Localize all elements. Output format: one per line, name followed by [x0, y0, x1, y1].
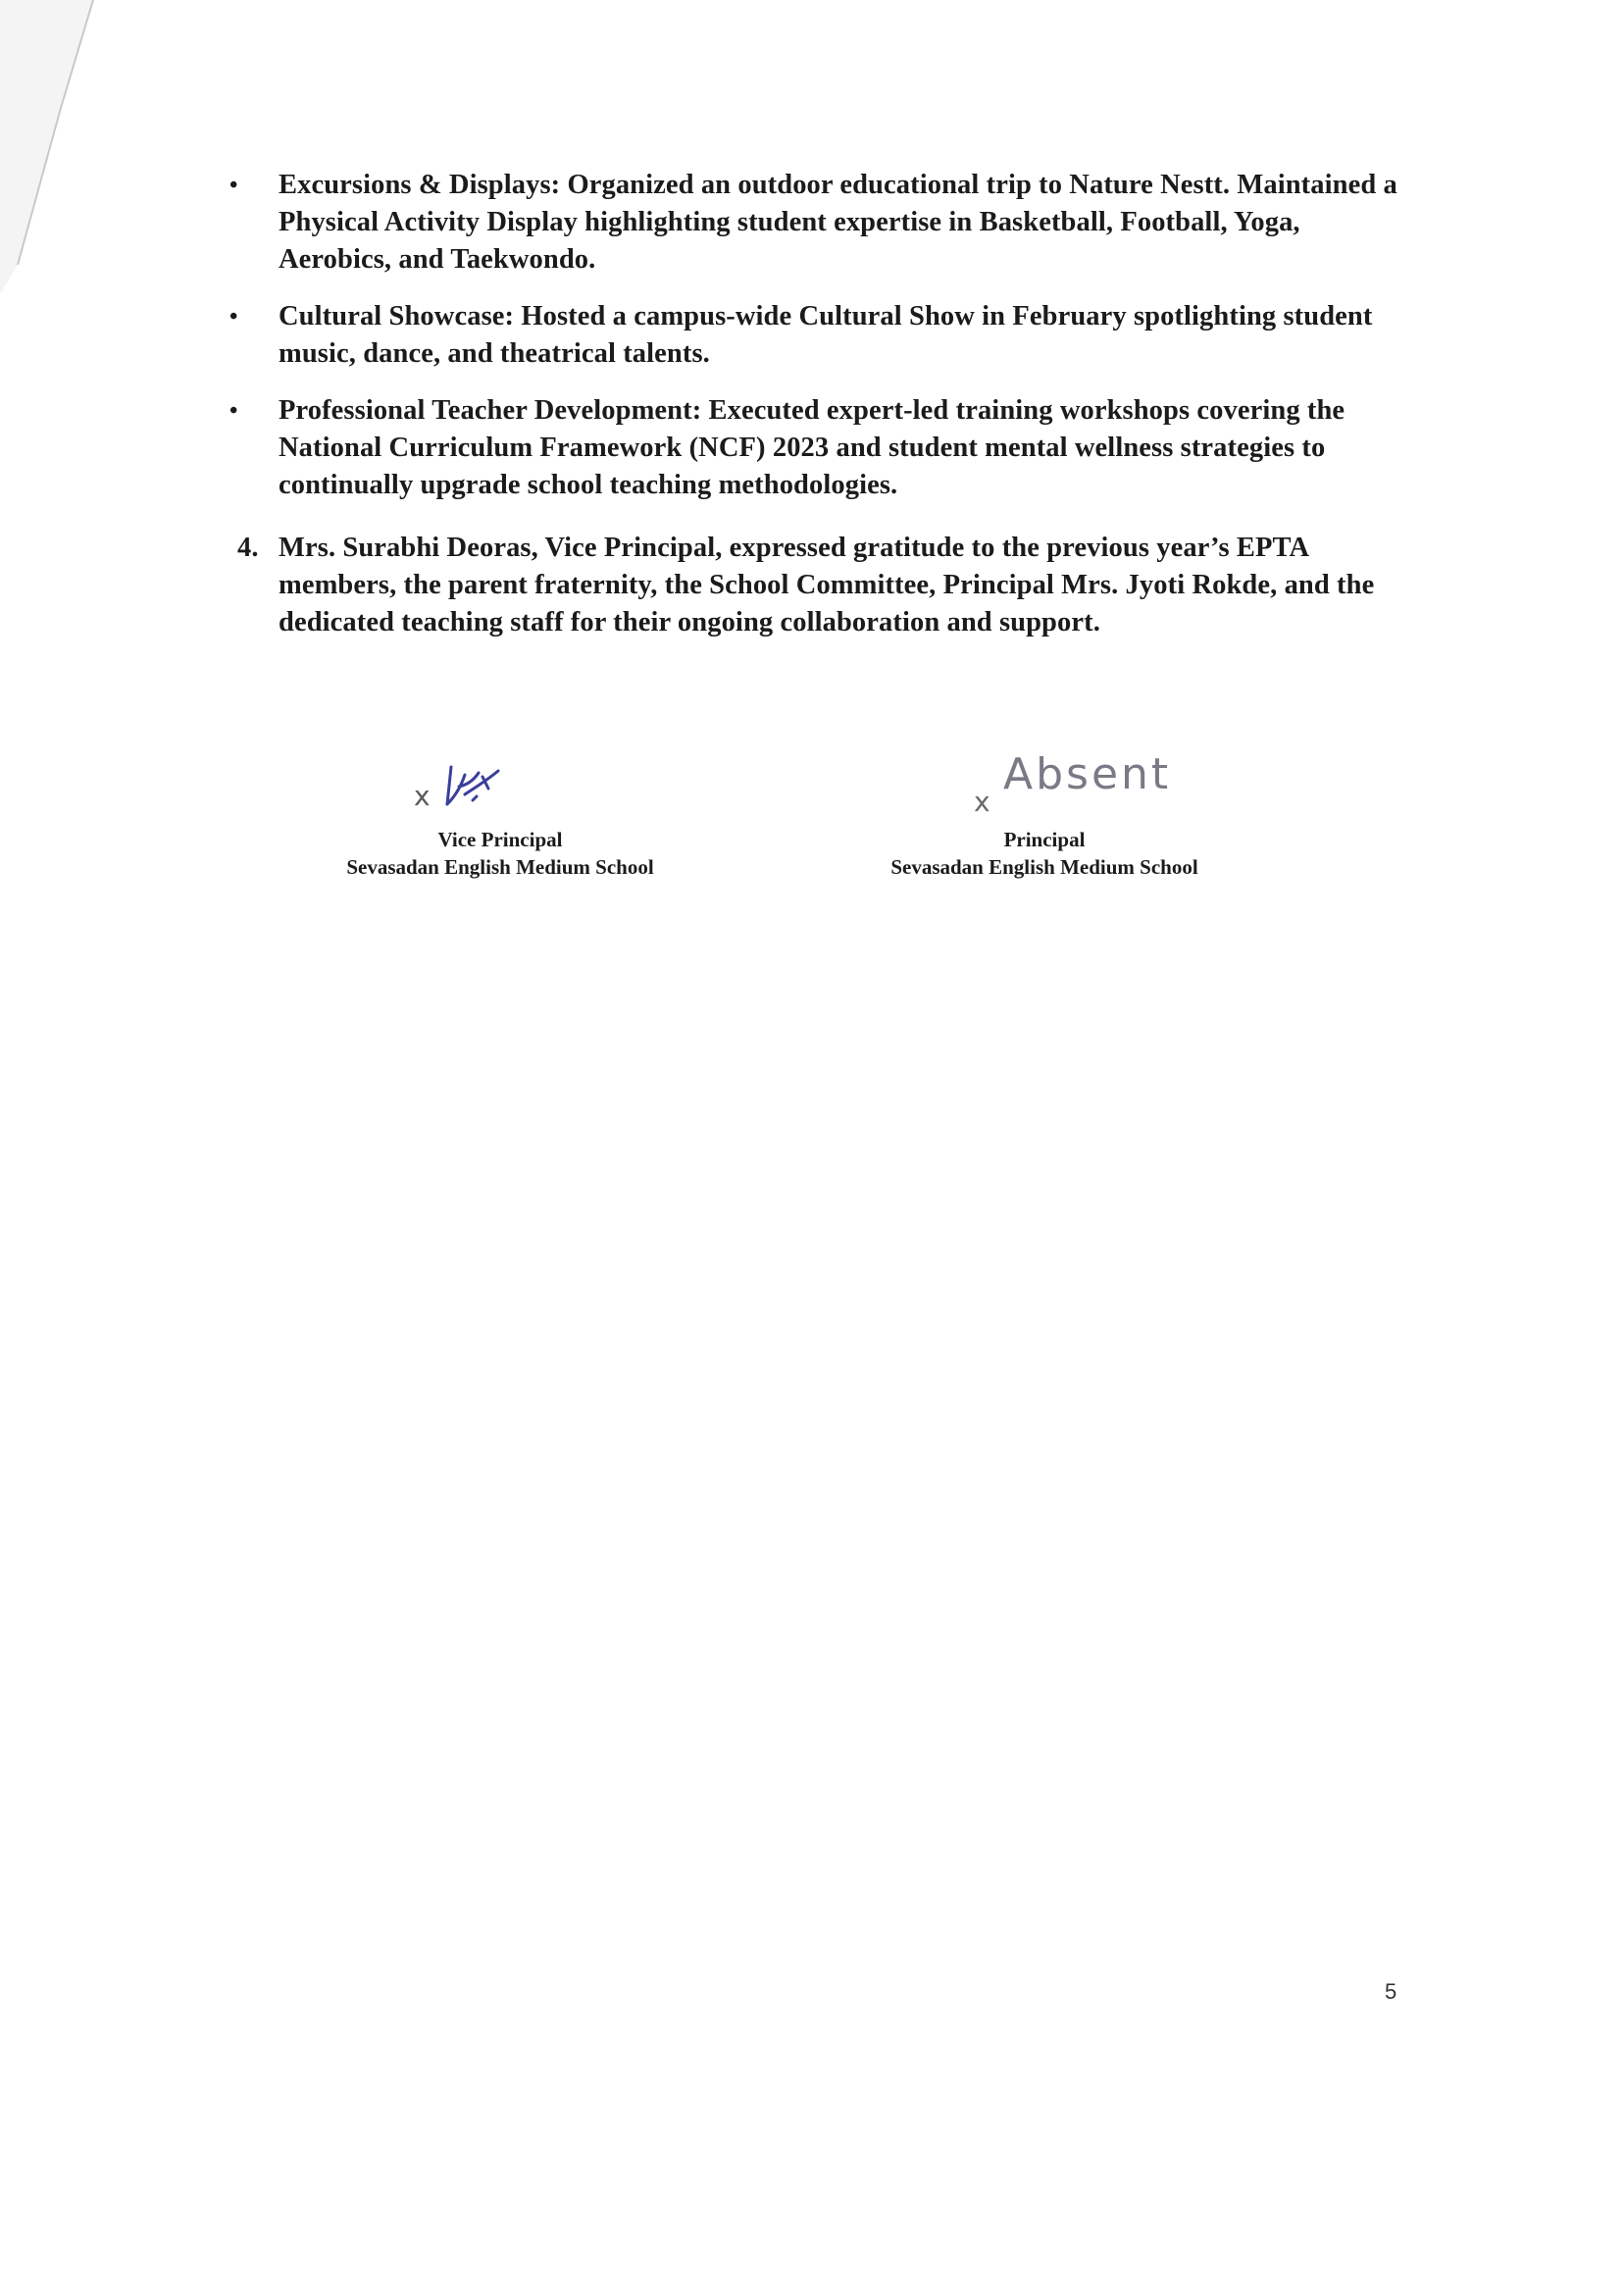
- signatory-role: Vice Principal: [437, 828, 563, 851]
- vice-principal-signature-block: [294, 755, 706, 881]
- bullet-marker: •: [229, 304, 238, 330]
- signatory-role: Principal: [1003, 828, 1086, 851]
- numbered-item-text: Mrs. Surabhi Deoras, Vice Principal, expressed gratitude to the previous year’s EPTA members, the parent fraternity, the School Committee, Principal Mrs. Jyoti Rokde, and the dedicated teaching staff for their ongoing collaboration and support.: [279, 533, 1375, 637]
- handwritten-signature: [439, 757, 508, 816]
- absent-handwritten-note: Absent: [1003, 749, 1172, 799]
- bullet-text: Professional Teacher Development: Executed expert-led training workshops covering the National Curriculum Framework (NCF) 2023 and student mental wellness strategies to continually upgrade school teaching methodologies.: [279, 395, 1345, 500]
- signatory-school: Sevasadan English Medium School: [346, 855, 654, 879]
- vice-principal-signature: [294, 755, 706, 826]
- bullet-item-cultural: [228, 298, 1404, 373]
- bullet-item-excursions: [228, 167, 1404, 279]
- page-number: 5: [1385, 1979, 1397, 2004]
- bullet-marker: •: [229, 173, 238, 198]
- principal-signature-block: [838, 749, 1250, 881]
- bullet-text: Excursions & Displays: Organized an outdoor educational trip to Nature Nestt. Maintained a Physical Activity Display highlighting student expertise in Basketball, Football, Yoga, Aerobics, and Taekwondo.: [279, 170, 1397, 275]
- item-number: 4.: [237, 533, 259, 563]
- signature-x-mark: x: [974, 786, 990, 818]
- signature-x-mark: x: [414, 780, 431, 812]
- page-fold-edge: [0, 0, 108, 294]
- principal-signature: [838, 749, 1250, 826]
- bullet-marker: •: [229, 398, 238, 424]
- bullet-item-teacher-development: [228, 392, 1404, 504]
- signatory-school: Sevasadan English Medium School: [890, 855, 1198, 879]
- bullet-text: Cultural Showcase: Hosted a campus-wide Cultural Show in February spotlighting student music, dance, and theatrical talents.: [279, 301, 1373, 369]
- document-body: [228, 167, 1404, 641]
- numbered-item-gratitude: [228, 530, 1404, 641]
